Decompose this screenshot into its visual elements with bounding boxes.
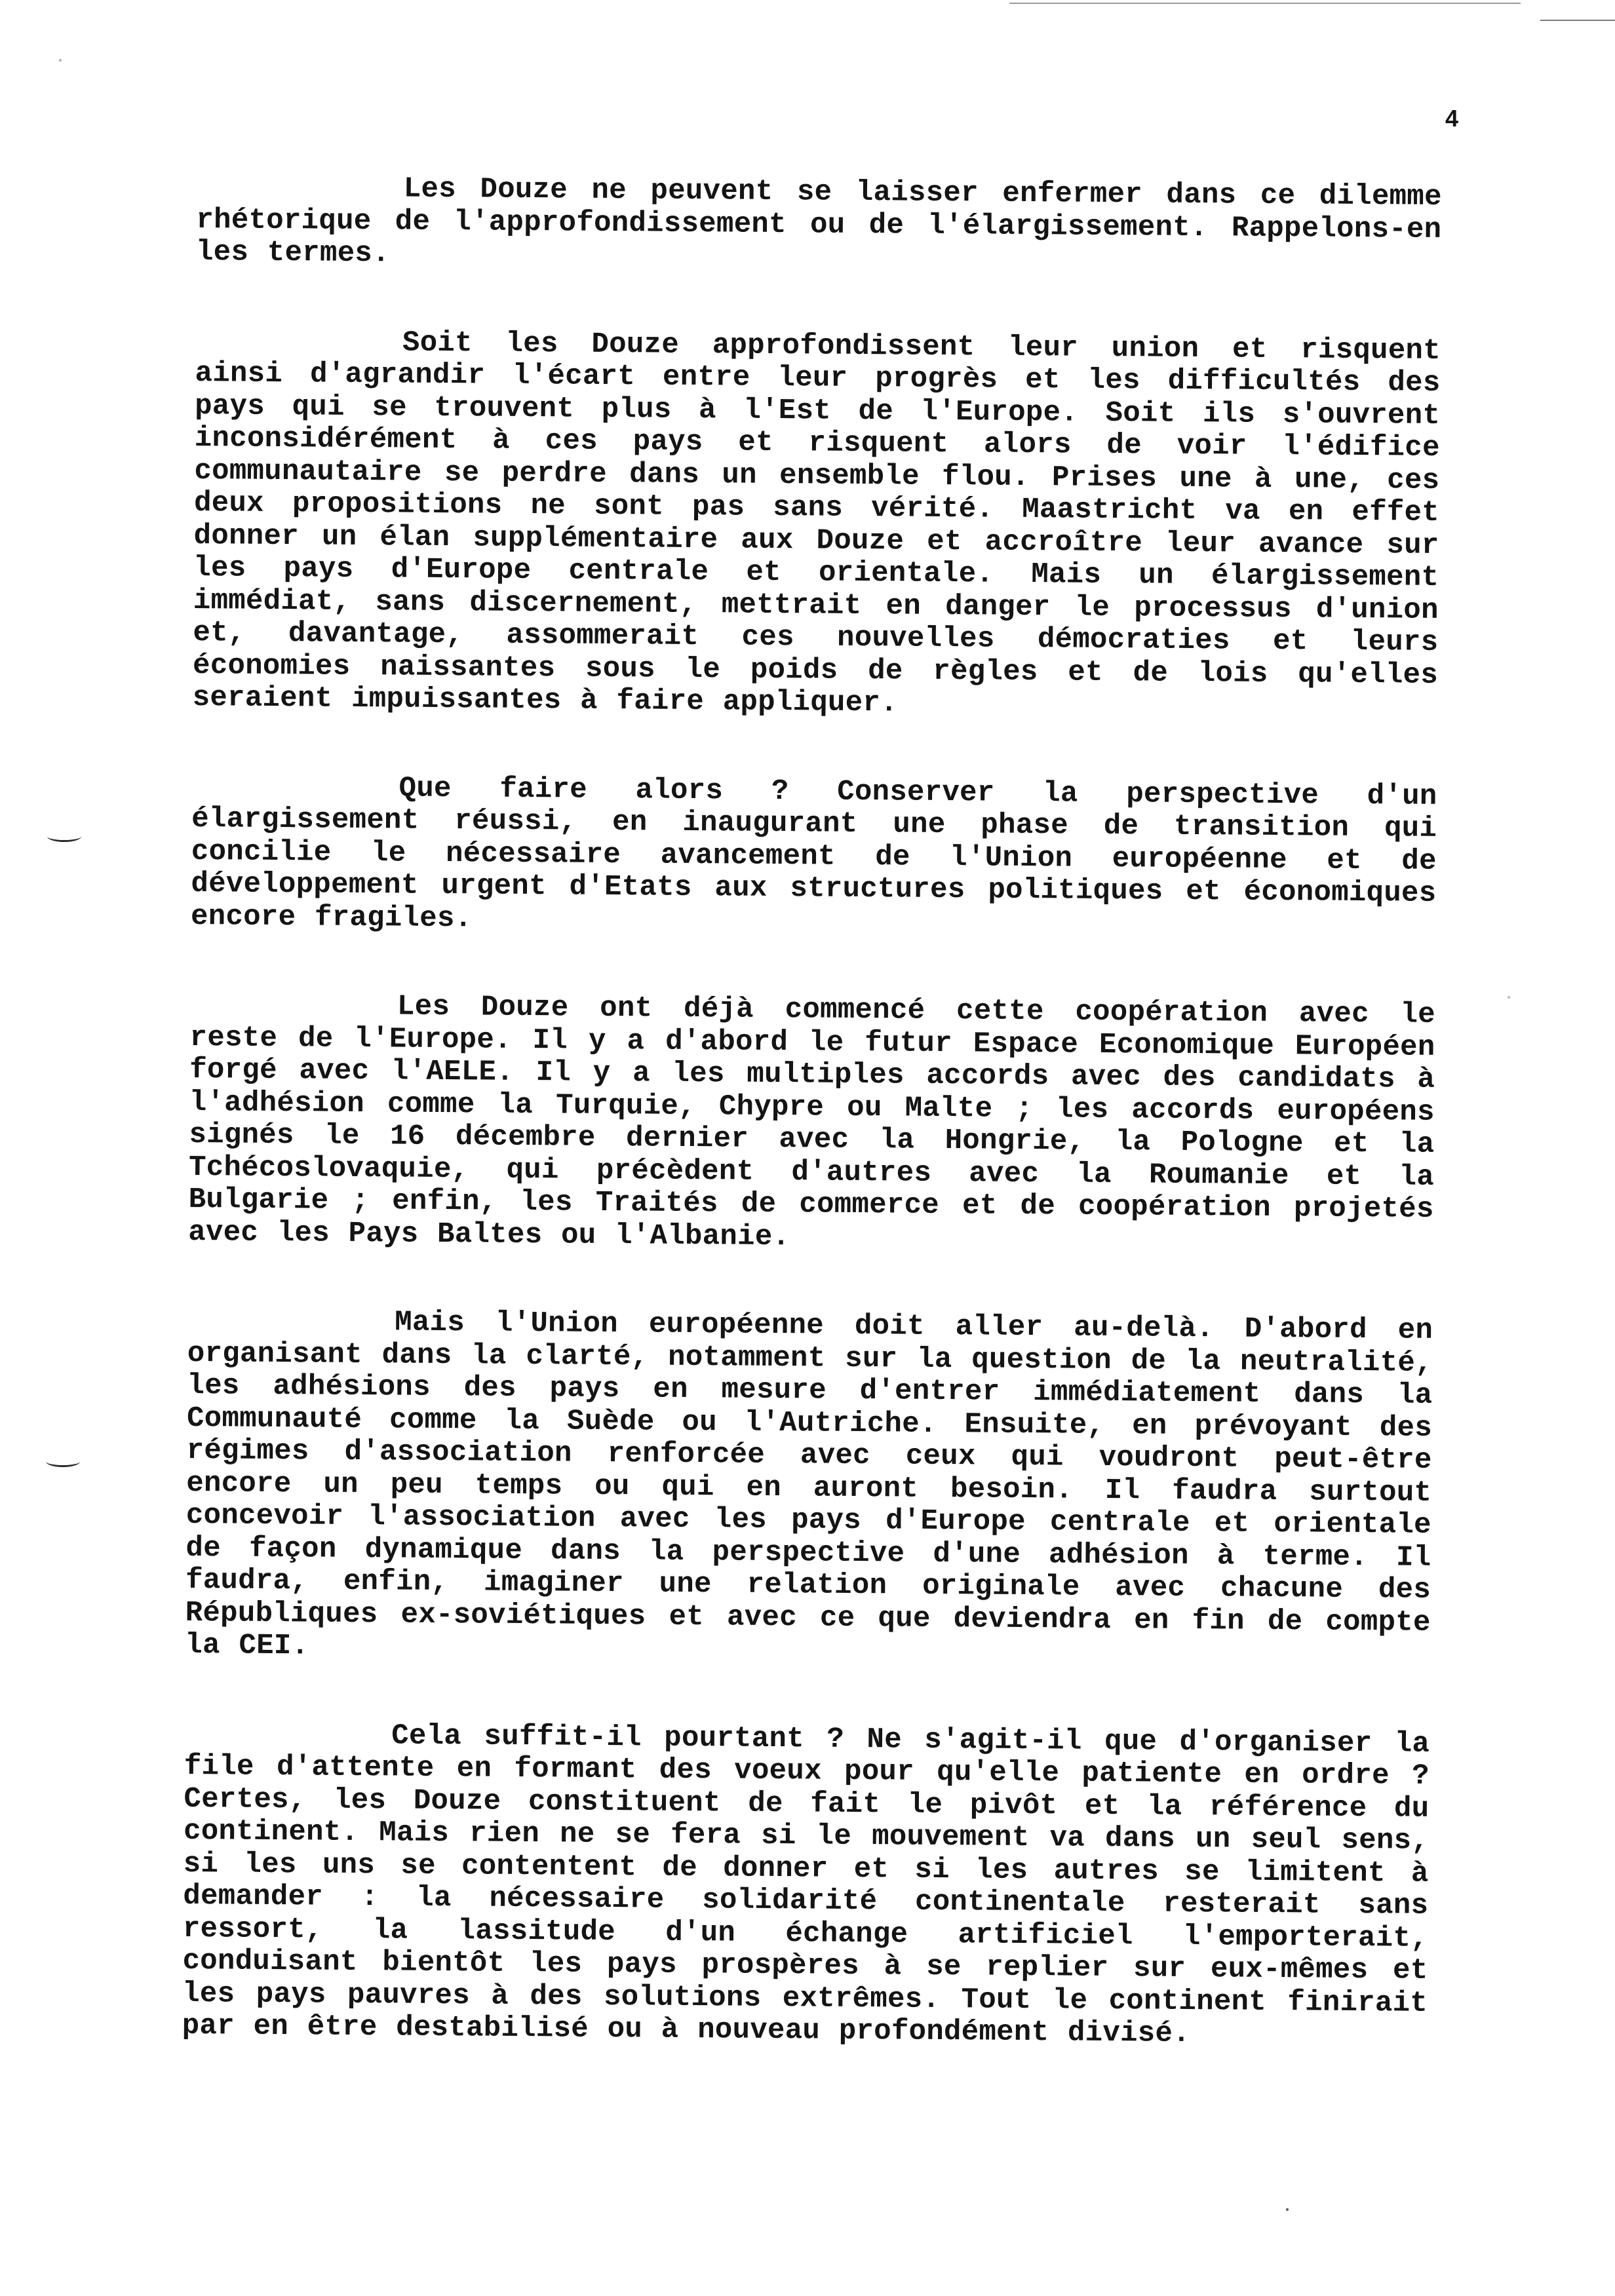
- scan-speck: [1508, 996, 1510, 999]
- margin-mark: [47, 831, 81, 842]
- paragraph: Cela suffit-il pourtant ? Ne s'agit-il que d'organiser la file d'attente en formant des voeux pour qu'elle patiente en ordre ? Certes, les Douze constituent de fait le pivôt et la référence du continent. Mais rien ne se fera si le mouvement va dans un seul sens, si les uns se contentent de donner et si les autres se limitent à demander : la nécessaire solidarité continentale resterait sans ressort, la lassitude d'un échange artificiel l'emporterait, conduisant bientôt les pays prospères à se replier sur eux-mêmes et les pays pauvres à des solutions extrêmes. Tout le continent finirait par en être destabilisé ou à nouveau profondément divisé.: [182, 1719, 1430, 2050]
- document-body: [182, 172, 1442, 2052]
- scan-edge-line: [1009, 3, 1521, 4]
- paragraph: Les Douze ont déjà commencé cette coopération avec le reste de l'Europe. Il y a d'abord le futur Espace Economique Européen forgé avec l'AELE. Il y a les multiples accords avec des candidats à l'adhésion comme la Turquie, Chypre ou Malte ; les accords européens signés le 16 décembre dernier avec la Hongrie, la Pologne et la Tchécoslovaquie, qui précèdent d'autres avec la Roumanie et la Bulgarie ; enfin, les Traités de commerce et de coopération projetés avec les Pays Baltes ou l'Albanie.: [188, 990, 1436, 1253]
- margin-mark: [46, 1456, 80, 1467]
- paragraph: Que faire alors ? Conserver la perspective d'un élargissement réussi, en inaugurant une phase de transition qui concilie le nécessaire avancement de l'Union européenne et de développement urgent d'Etats aux structures politiques et économiques encore fragiles.: [190, 771, 1437, 935]
- paragraph: Mais l'Union européenne doit aller au-delà. D'abord en organisant dans la clarté, notamment sur la question de la neutralité, les adhésions des pays en mesure d'entrer immédiatement dans la Communauté comme la Suède ou l'Autriche. Ensuite, en prévoyant des régimes d'association renforcée avec ceux qui voudront peut-être encore un peu temps ou qui en auront besoin. Il faudra surtout concevoir l'association avec les pays d'Europe centrale et orientale de façon dynamique dans la perspective d'une adhésion à terme. Il faudra, enfin, imaginer une relation originale avec chacune des Républiques ex-soviétiques et avec ce que deviendra en fin de compte la CEI.: [185, 1306, 1433, 1663]
- paragraph: Soit les Douze approfondissent leur union et risquent ainsi d'agrandir l'écart entre leur progrès et les difficultés des pays qui se trouvent plus à l'Est de l'Europe. Soit ils s'ouvrent inconsidérément à ces pays et risquent alors de voir l'édifice communautaire se perdre dans un ensemble flou. Prises une à une, ces deux propositions ne sont pas sans vérité. Maastricht va en effet donner un élan supplémentaire aux Douze et accroître leur avance sur les pays d'Europe centrale et orientale. Mais un élargissement immédiat, sans discernement, mettrait en danger le processus d'union et, davantage, assommerait ces nouvelles démocraties et leurs économies naissantes sous le poids de règles et de lois qu'elles seraient impuissantes à faire appliquer.: [192, 326, 1441, 720]
- scan-speck: [1286, 2208, 1289, 2211]
- page-number: 4: [1445, 105, 1459, 132]
- paragraph: Les Douze ne peuvent se laisser enfermer dans ce dilemme rhétorique de l'approfondissement ou de l'élargissement. Rappelons-en les termes.: [195, 172, 1442, 271]
- scan-speck: [59, 59, 62, 62]
- scan-edge-line: [1540, 20, 1615, 21]
